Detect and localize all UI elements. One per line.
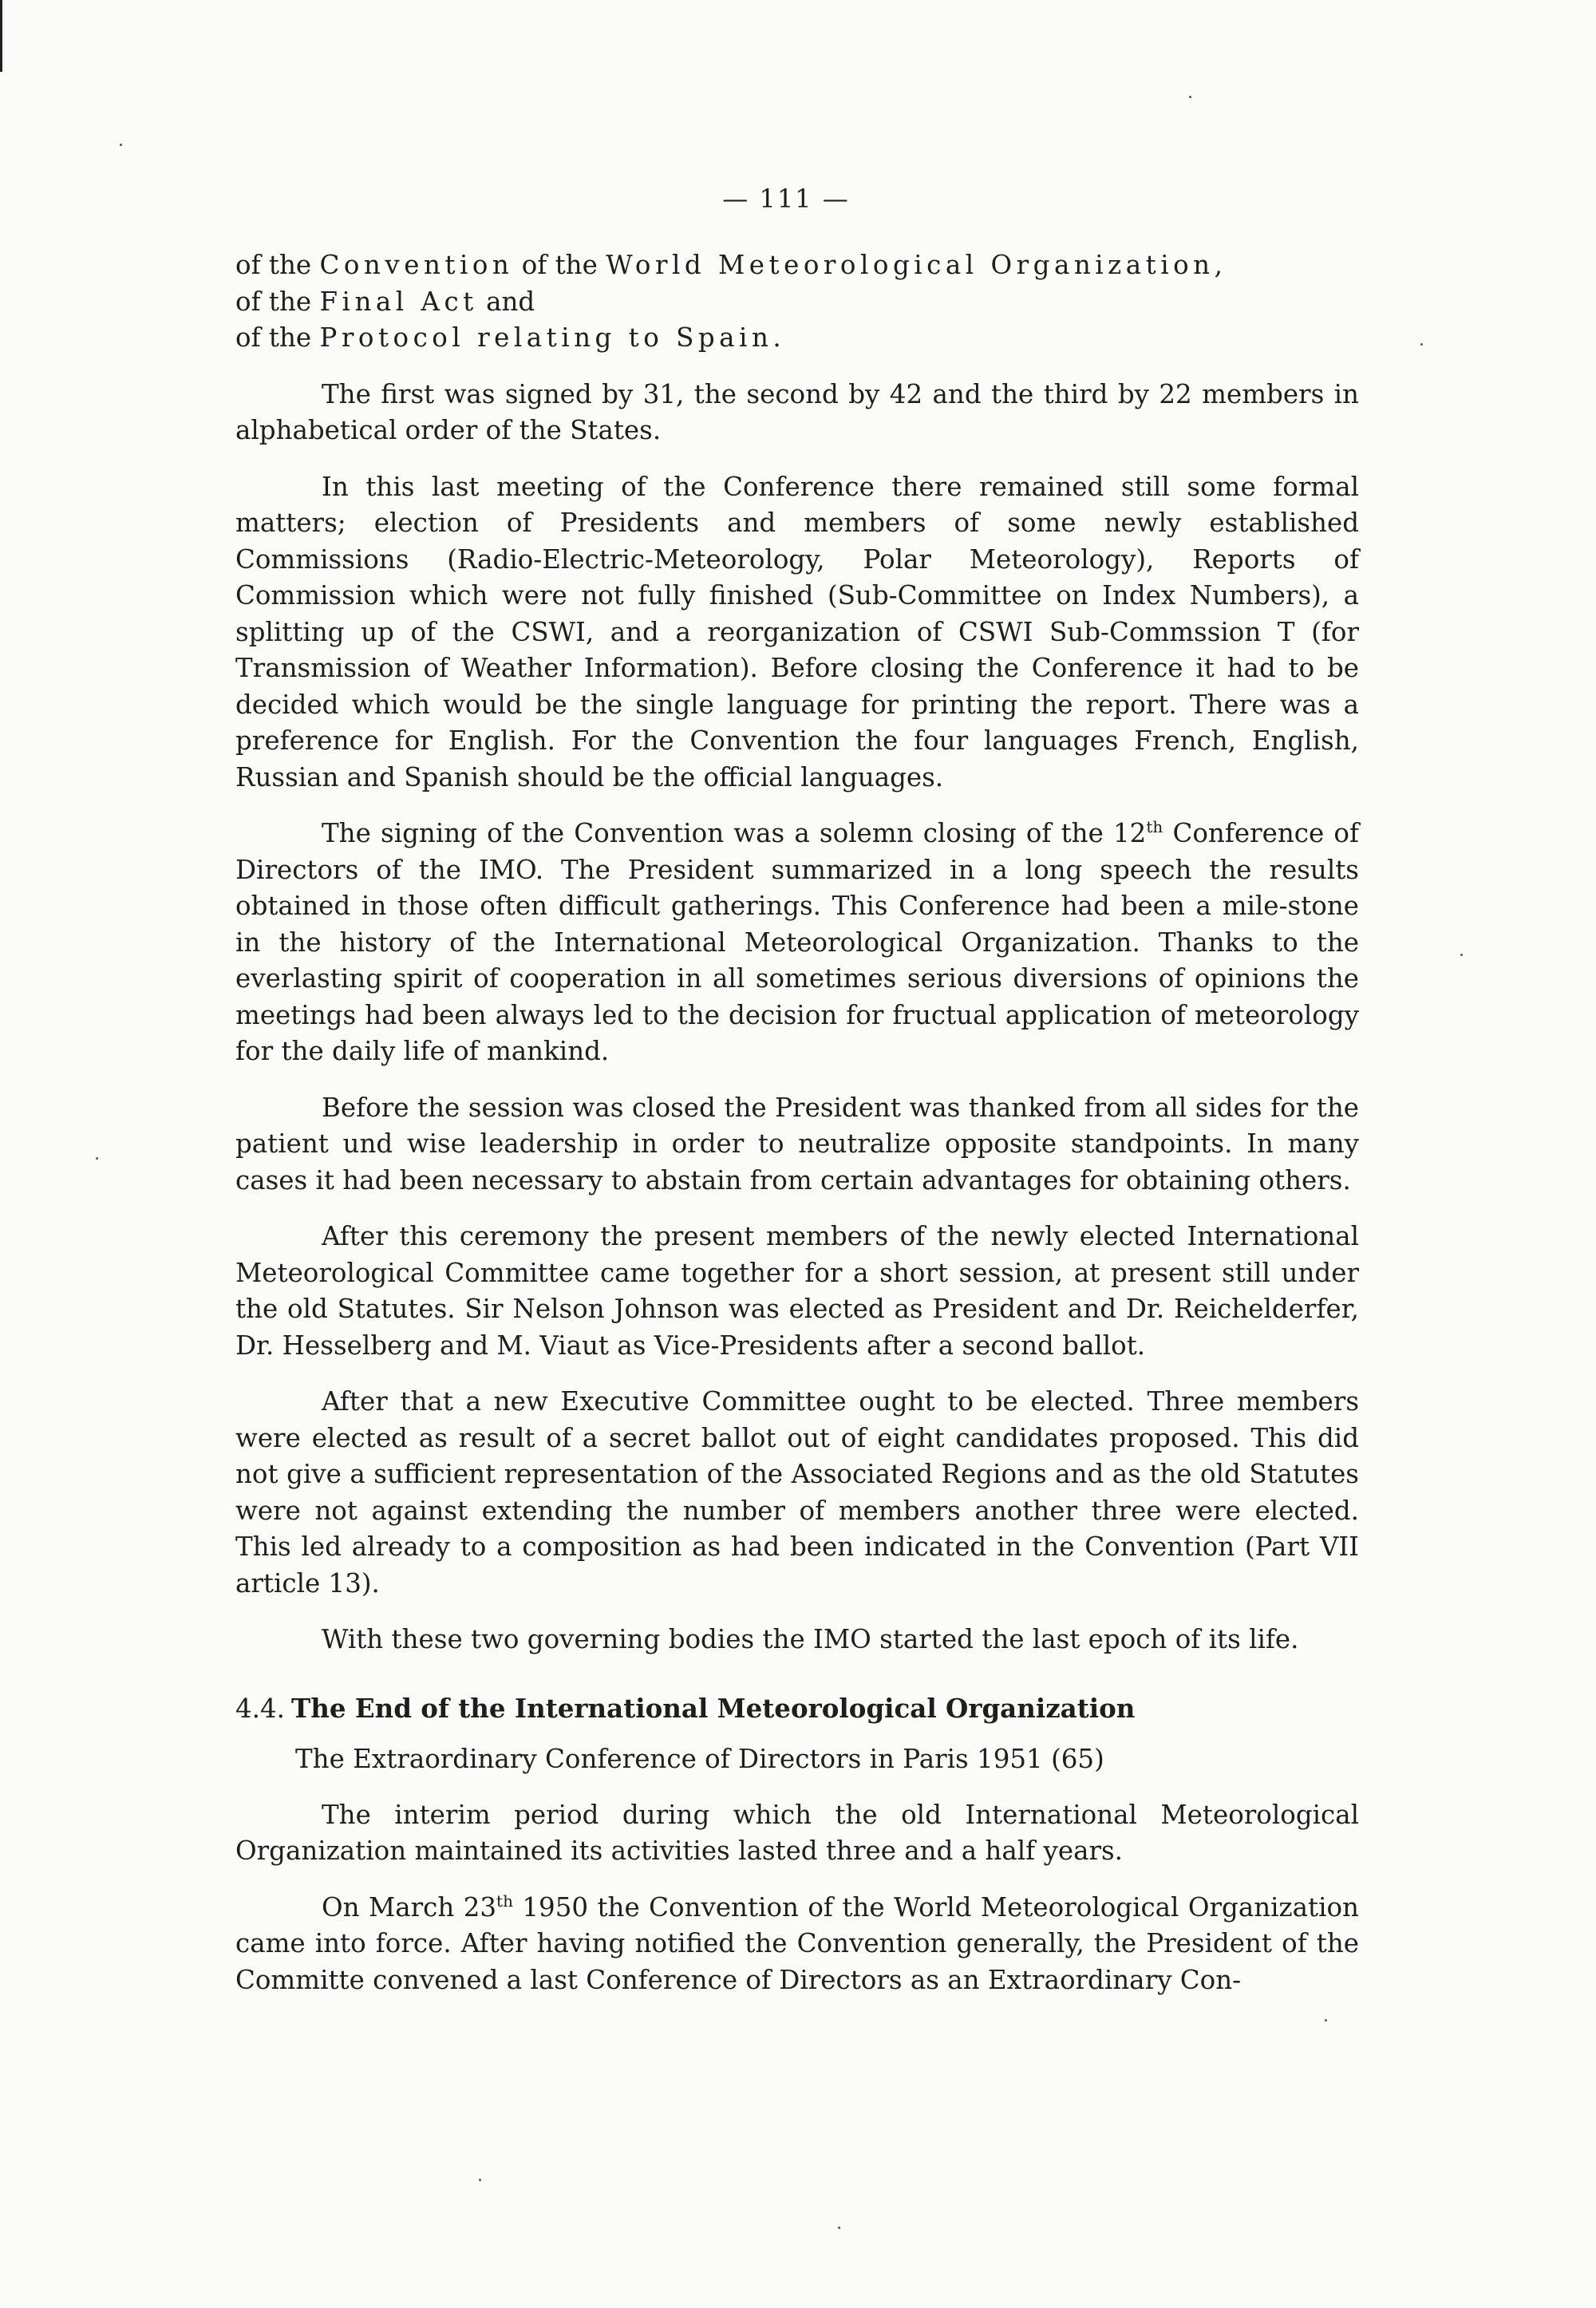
paragraph-signing — [235, 816, 1359, 1070]
paragraph-last-epoch: With these two governing bodies the IMO started the last epoch of its life. — [322, 1624, 1299, 1654]
scan-speck — [1460, 954, 1463, 956]
opening-line-3 — [235, 320, 1359, 357]
opening-text: of the — [235, 286, 312, 317]
paragraph-formal-matters: In this last meeting of the Conference there remained still some formal matters; election of Presidents and members of some newly established Commissions (Radio-Electric-Meteorology, Polar Meteorology), Reports of Commission which were not fully finished (Sub-Committee on Index Numbers), a splitting up of the CSWI, and a reorganization of CSWI Sub-Commssion T (for Transmission of Weather Information). Before closing the Conference it had to be decided which would be the single language for printing the report. There was a preference for English. For the Convention the four languages French, English, Russian and Spanish should be the official languages. — [235, 471, 1359, 792]
scan-speck — [1420, 343, 1423, 346]
superscript: th — [1146, 817, 1163, 837]
paragraph-signatures: The first was signed by 31, the second by 42 and the third by 22 members in alphabetical order of the States. — [235, 378, 1359, 445]
scan-speck — [96, 1157, 98, 1160]
section-title: The End of the International Meteorological Organization — [291, 1692, 1136, 1724]
signing-text: The signing of the Convention was a solemn closing of the 12 — [322, 818, 1147, 848]
paragraph-ceremony: After this ceremony the present members of the newly elected International Meteorological Committee came together for a short session, at present still under the old Statutes. Sir Nelson Johnson was elected as President and Dr. Reichelderfer, Dr. Hesselberg and M. Viaut as Vice-Presidents after a second ballot. — [235, 1221, 1359, 1361]
opening-text: of the — [235, 250, 312, 280]
march-text: On March 23 — [322, 1891, 497, 1923]
spaced-term: Final Act — [319, 286, 478, 317]
page-edge-mark — [0, 0, 2, 72]
spaced-term: World Meteorological Organization, — [606, 250, 1227, 280]
opening-text: of the — [235, 322, 312, 353]
scan-speck — [120, 144, 122, 146]
superscript: th — [496, 1891, 513, 1911]
document-body — [235, 247, 1359, 1998]
section-subheading: The Extraordinary Conference of Directors in Paris 1951 (65) — [295, 1743, 1104, 1774]
paragraph-interim: The interim period during which the old International Meteorological Organization maintained its activities lasted three and a half years. — [235, 1799, 1359, 1866]
section-number: 4.4. — [235, 1693, 286, 1724]
scan-speck — [1189, 96, 1191, 98]
march-text: 1950 the Convention of the World Meteorological Organization came into force. After having notified the Convention generally, the President of the Committe convened a last Conference of Directors as an Extraordinary Con- — [235, 1891, 1359, 1995]
scan-speck — [1325, 2019, 1327, 2021]
scan-speck — [838, 2227, 840, 2229]
spaced-term: Convention — [319, 250, 514, 280]
paragraph-march-1950 — [235, 1890, 1359, 1999]
section-heading — [235, 1690, 1359, 1727]
opening-lines — [235, 247, 1359, 357]
opening-text: of the — [521, 250, 598, 280]
paragraph-session-closed: Before the session was closed the President was thanked from all sides for the patient und wise leadership in order to neutralize opposite standpoints. In many cases it had been necessary to abstain from certain advantages for obtaining others. — [235, 1092, 1359, 1195]
opening-line-1 — [235, 247, 1359, 284]
opening-text: and — [486, 286, 535, 317]
opening-line-2 — [235, 284, 1359, 321]
scan-speck — [479, 2179, 481, 2181]
paragraph-executive-committee: After that a new Executive Committee ought to be elected. Three members were elected as result of a secret ballot out of eight candidates proposed. This did not give a sufficient representation of the Associated Regions and as the old Statutes were not against extending the number of members another three were elected. This led already to a composition as had been indicated in the Convention (Part VII article 13). — [235, 1386, 1359, 1599]
page-number: — 111 — — [722, 184, 850, 214]
signing-text: Conference of Directors of the IMO. The President summarized in a long speech the results obtained in those often difficult gatherings. This Conference had been a mile-stone in the history of the International Meteorological Organization. Thanks to the everlasting spirit of cooperation in all sometimes serious diversions of opinions the meetings had been always led to the decision for fructual application of meteorology for the daily life of mankind. — [235, 818, 1359, 1066]
spaced-term: Protocol relating to Spain. — [319, 322, 786, 353]
